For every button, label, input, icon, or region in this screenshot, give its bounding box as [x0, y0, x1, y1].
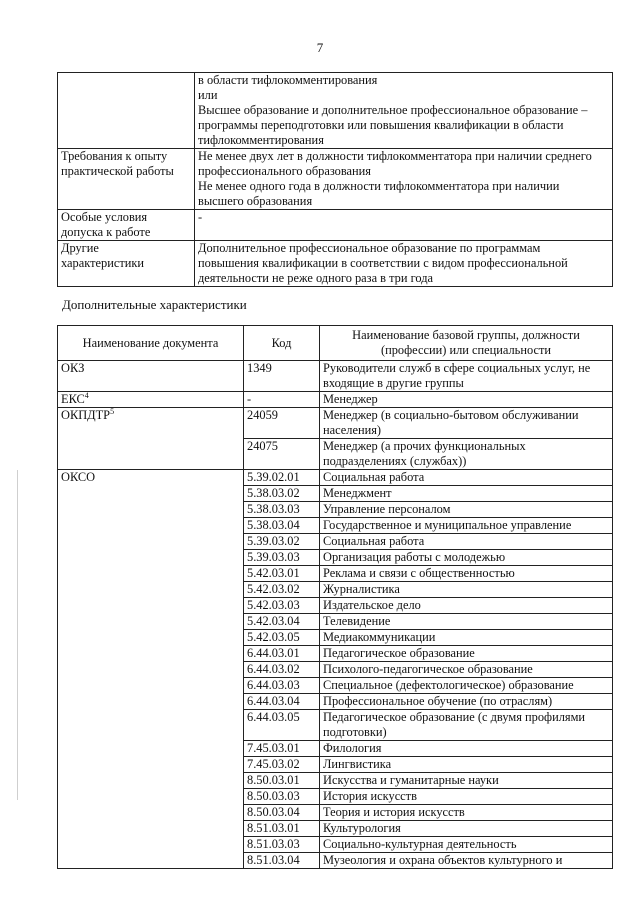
code-cell: 5.42.03.01 [244, 566, 320, 582]
specialty-name-cell [320, 582, 613, 598]
code-cell: 7.45.03.02 [244, 757, 320, 773]
code-cell: 6.44.03.04 [244, 694, 320, 710]
table-row [58, 408, 613, 439]
qualification-requirements-table [57, 72, 613, 287]
specialty-name-line: Филология [323, 741, 382, 755]
requirement-value-line: Высшее образование и дополнительное профессиональное образование – [198, 103, 588, 117]
specialty-name-line: Профессиональное обучение (по отраслям) [323, 694, 553, 708]
requirement-label [58, 149, 195, 210]
specialty-name-line: населения) [323, 423, 382, 437]
specialty-name-line: Телевидение [323, 614, 391, 628]
specialty-name-cell [320, 805, 613, 821]
specialty-name-line: Менеджер [323, 392, 378, 406]
code-cell: 24059 [244, 408, 320, 439]
specialty-name-line: Педагогическое образование (с двумя профилями [323, 710, 586, 724]
header-name-line: (профессии) или специальности [380, 343, 552, 357]
specialty-name-cell [320, 853, 613, 869]
code-cell: 5.42.03.02 [244, 582, 320, 598]
specialty-name-line: подразделениях (службах)) [323, 454, 467, 468]
requirement-label-line: характеристики [61, 256, 145, 270]
code-cell: 6.44.03.05 [244, 710, 320, 741]
specialty-name-cell [320, 502, 613, 518]
specialty-name-cell [320, 392, 613, 408]
requirement-label-line: Другие [61, 241, 99, 255]
document-name: ОКСО [61, 470, 96, 484]
specialty-name-cell [320, 757, 613, 773]
requirement-row [58, 149, 613, 210]
requirement-value [195, 73, 613, 149]
section-heading: Дополнительные характеристики [62, 297, 247, 312]
requirement-value-line: Не менее одного года в должности тифлокомментатора при наличии [198, 179, 560, 193]
specialty-name-line: Искусства и гуманитарные науки [323, 773, 499, 787]
footnote-marker: 4 [84, 390, 89, 400]
specialty-name-line: Социально-культурная деятельность [323, 837, 517, 851]
code-cell: 6.44.03.01 [244, 646, 320, 662]
specialty-name-line: Менеджер (а прочих функциональных [323, 439, 526, 453]
specialty-name-cell [320, 630, 613, 646]
specialty-name-line: Руководители служб в сфере социальных услуг, не [323, 361, 591, 375]
specialty-name-line: Издательское дело [323, 598, 421, 612]
specialty-name-line: Реклама и связи с общественностью [323, 566, 515, 580]
page-number: 7 [316, 40, 324, 55]
requirement-label-line: Требования к опыту [61, 149, 168, 163]
specialty-name-cell [320, 662, 613, 678]
specialty-name-line: Организация работы с молодежью [323, 550, 506, 564]
specialty-name-line: История искусств [323, 789, 417, 803]
specialty-name-line: Специальное (дефектологическое) образование [323, 678, 574, 692]
requirement-value-line: высшего образования [198, 194, 313, 208]
document-name: ОКПДТР [61, 408, 111, 422]
specialty-name-cell [320, 646, 613, 662]
specialty-name-cell [320, 741, 613, 757]
document-name: ЕКС [61, 392, 85, 406]
table-header-row [58, 326, 613, 361]
specialty-name-cell [320, 773, 613, 789]
code-cell: 5.42.03.03 [244, 598, 320, 614]
requirement-label [58, 73, 195, 149]
specialty-name-cell [320, 789, 613, 805]
code-cell: 1349 [244, 361, 320, 392]
requirement-label-line: допуска к работе [61, 225, 151, 239]
document-name-cell [58, 392, 244, 408]
specialty-name-cell [320, 408, 613, 439]
specialty-name-cell [320, 550, 613, 566]
requirement-row [58, 241, 613, 287]
requirement-label-line: практической работы [61, 164, 174, 178]
requirement-value [195, 210, 613, 241]
code-cell: 5.39.02.01 [244, 470, 320, 486]
specialty-name-cell [320, 694, 613, 710]
specialty-name-cell [320, 470, 613, 486]
code-cell: - [244, 392, 320, 408]
specialty-name-line: Психолого-педагогическое образование [323, 662, 533, 676]
code-cell: 5.38.03.04 [244, 518, 320, 534]
requirement-label-line: Особые условия [61, 210, 148, 224]
specialty-name-line: подготовки) [323, 725, 387, 739]
specialty-name-line: входящие в другие группы [323, 376, 464, 390]
requirement-label [58, 210, 195, 241]
specialty-name-cell [320, 439, 613, 470]
requirement-label [58, 241, 195, 287]
specialty-name-line: Музеология и охрана объектов культурного и [323, 853, 563, 867]
specialty-name-cell [320, 678, 613, 694]
specialty-name-cell [320, 486, 613, 502]
requirement-value-line: Не менее двух лет в должности тифлокомментатора при наличии среднего [198, 149, 592, 163]
requirement-value-line: тифлокомментирования [198, 133, 324, 147]
specialty-name-cell [320, 566, 613, 582]
table-row [58, 470, 613, 486]
code-cell: 5.38.03.03 [244, 502, 320, 518]
requirement-value-line: в области тифлокомментирования [198, 73, 378, 87]
header-code: Код [244, 326, 320, 361]
specialty-name-line: Социальная работа [323, 534, 425, 548]
specialty-name-cell [320, 518, 613, 534]
requirement-value-line: программы переподготовки или повышения квалификации в области [198, 118, 564, 132]
code-cell: 8.51.03.01 [244, 821, 320, 837]
code-cell: 8.51.03.03 [244, 837, 320, 853]
requirement-value-line: Дополнительное профессиональное образование по программам [198, 241, 541, 255]
specialty-name-line: Медиакоммуникации [323, 630, 436, 644]
code-cell: 5.42.03.05 [244, 630, 320, 646]
table-row [58, 361, 613, 392]
code-cell: 6.44.03.03 [244, 678, 320, 694]
requirement-value [195, 241, 613, 287]
code-cell: 8.50.03.01 [244, 773, 320, 789]
specialty-name-line: Теория и история искусств [323, 805, 465, 819]
code-cell: 5.39.03.03 [244, 550, 320, 566]
code-cell: 5.38.03.02 [244, 486, 320, 502]
specialty-name-line: Социальная работа [323, 470, 425, 484]
requirement-value-line: - [198, 210, 203, 224]
table-row [58, 392, 613, 408]
requirement-value-line: профессионального образования [198, 164, 372, 178]
specialty-name-cell [320, 361, 613, 392]
specialty-name-line: Лингвистика [323, 757, 392, 771]
specialty-name-cell [320, 614, 613, 630]
specialty-name-line: Управление персоналом [323, 502, 451, 516]
code-cell: 24075 [244, 439, 320, 470]
specialty-name-cell [320, 534, 613, 550]
code-cell: 8.50.03.04 [244, 805, 320, 821]
document-name-cell [58, 361, 244, 392]
specialty-name-cell [320, 821, 613, 837]
code-cell: 6.44.03.02 [244, 662, 320, 678]
code-cell: 5.42.03.04 [244, 614, 320, 630]
specialty-name-cell [320, 710, 613, 741]
code-cell: 7.45.03.01 [244, 741, 320, 757]
additional-characteristics-table [57, 325, 613, 869]
scan-edge-line [17, 470, 18, 800]
requirement-value [195, 149, 613, 210]
requirement-value-line: деятельности не реже одного раза в три года [198, 271, 434, 285]
specialty-name-line: Журналистика [323, 582, 400, 596]
requirement-value-line: повышения квалификации в соответствии с видом профессиональной [198, 256, 568, 270]
document-name-cell [58, 408, 244, 470]
requirement-row [58, 73, 613, 149]
requirement-value-line: или [198, 88, 218, 102]
specialty-name-line: Государственное и муниципальное управление [323, 518, 572, 532]
specialty-name-cell [320, 837, 613, 853]
specialty-name-line: Педагогическое образование [323, 646, 475, 660]
document-name: ОКЗ [61, 361, 85, 375]
header-document: Наименование документа [58, 326, 244, 361]
header-name [320, 326, 613, 361]
specialty-name-cell [320, 598, 613, 614]
specialty-name-line: Менеджер (в социально-бытовом обслуживании [323, 408, 579, 422]
requirement-row [58, 210, 613, 241]
footnote-marker: 5 [110, 406, 115, 416]
header-name-line: Наименование базовой группы, должности [352, 328, 580, 342]
code-cell: 8.50.03.03 [244, 789, 320, 805]
specialty-name-line: Менеджмент [323, 486, 392, 500]
specialty-name-line: Культурология [323, 821, 401, 835]
code-cell: 8.51.03.04 [244, 853, 320, 869]
code-cell: 5.39.03.02 [244, 534, 320, 550]
document-name-cell [58, 470, 244, 869]
